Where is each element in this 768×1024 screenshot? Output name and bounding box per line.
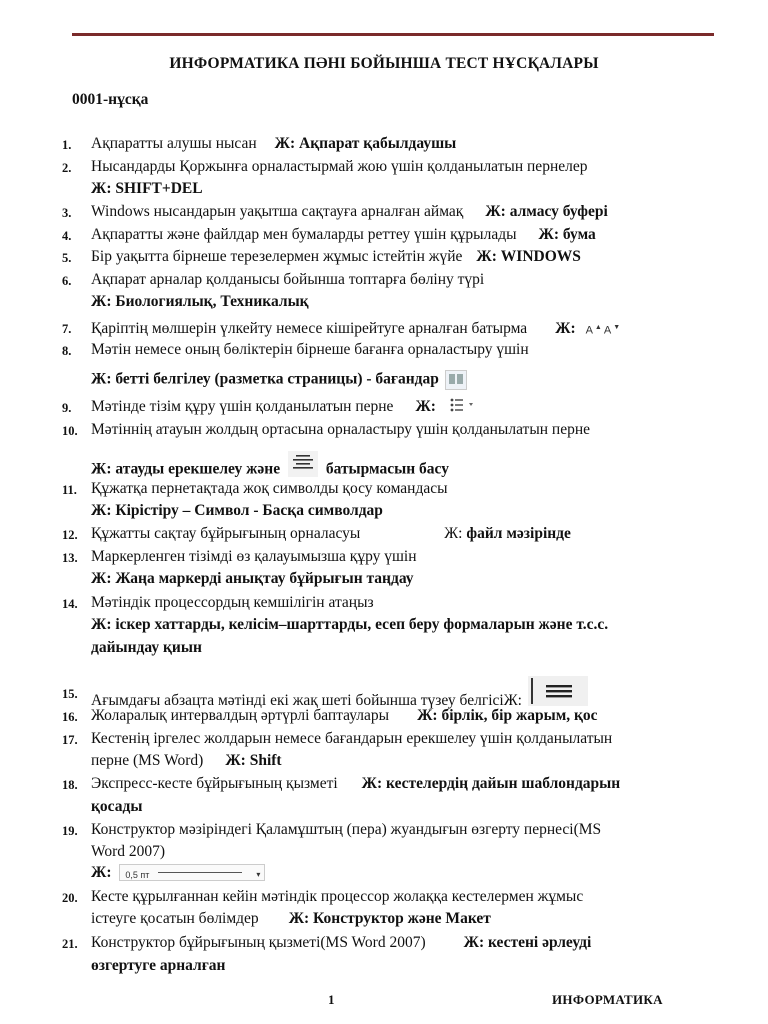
answer-21: Ж: кестені әрлеуді <box>463 934 592 951</box>
answer-17: Ж: Shift <box>225 752 282 769</box>
font-size-grow-shrink-icon: A▲A▼ <box>585 324 623 337</box>
document-title: ИНФОРМАТИКА ПӘНІ БОЙЫНША ТЕСТ НҰСҚАЛАРЫ <box>169 55 599 72</box>
page-number: 1 <box>328 992 335 1007</box>
answer-16: Ж: бірлік, бір жарым, қос <box>417 707 598 724</box>
header-rule <box>72 33 714 36</box>
answer-4: Ж: бума <box>538 226 596 243</box>
pen-weight-dropdown[interactable]: 0,5 пт ▾ <box>119 864 265 881</box>
answer-8: Ж: бетті белгілеу (разметка страницы) - бағандар <box>91 370 439 388</box>
answer-6: Ж: Биологиялық, Техникалық <box>91 293 309 310</box>
answer-12: файл мәзірінде <box>466 525 571 542</box>
answer-10: Ж: атауды ерекшелеу және <box>91 460 281 478</box>
answer-7: Ж: <box>555 319 576 337</box>
answer-9: Ж: <box>415 398 436 416</box>
answer-11: Ж: Кірістіру – Символ - Басқа символдар <box>91 502 383 519</box>
answer-3: Ж: алмасу буфері <box>485 203 608 220</box>
answer-1: Ж: Ақпарат қабылдаушы <box>274 135 457 152</box>
answer-20: Ж: Конструктор және Макет <box>288 910 491 927</box>
answer-13: Ж: Жаңа маркерді анықтау бұйрығын таңдау <box>91 570 414 587</box>
answer-14: Ж: іскер хаттарды, келісім–шарттарды, есеп беру формаларын және т.с.с. <box>91 616 609 633</box>
answer-18: Ж: кестелердің дайын шаблондарын <box>361 775 621 792</box>
variant-label: 0001-нұсқа <box>72 91 149 108</box>
chevron-down-icon: ▾ <box>256 869 261 879</box>
answer-5: Ж: WINDOWS <box>476 248 581 265</box>
align-center-icon <box>288 451 318 477</box>
bullet-list-icon <box>450 398 476 417</box>
answer-19: Ж: <box>91 864 112 881</box>
answer-2: Ж: SHIFT+DEL <box>91 180 203 197</box>
footer-title: ИНФОРМАТИКА <box>552 992 663 1007</box>
columns-icon <box>445 370 467 390</box>
justify-icon <box>528 676 588 711</box>
